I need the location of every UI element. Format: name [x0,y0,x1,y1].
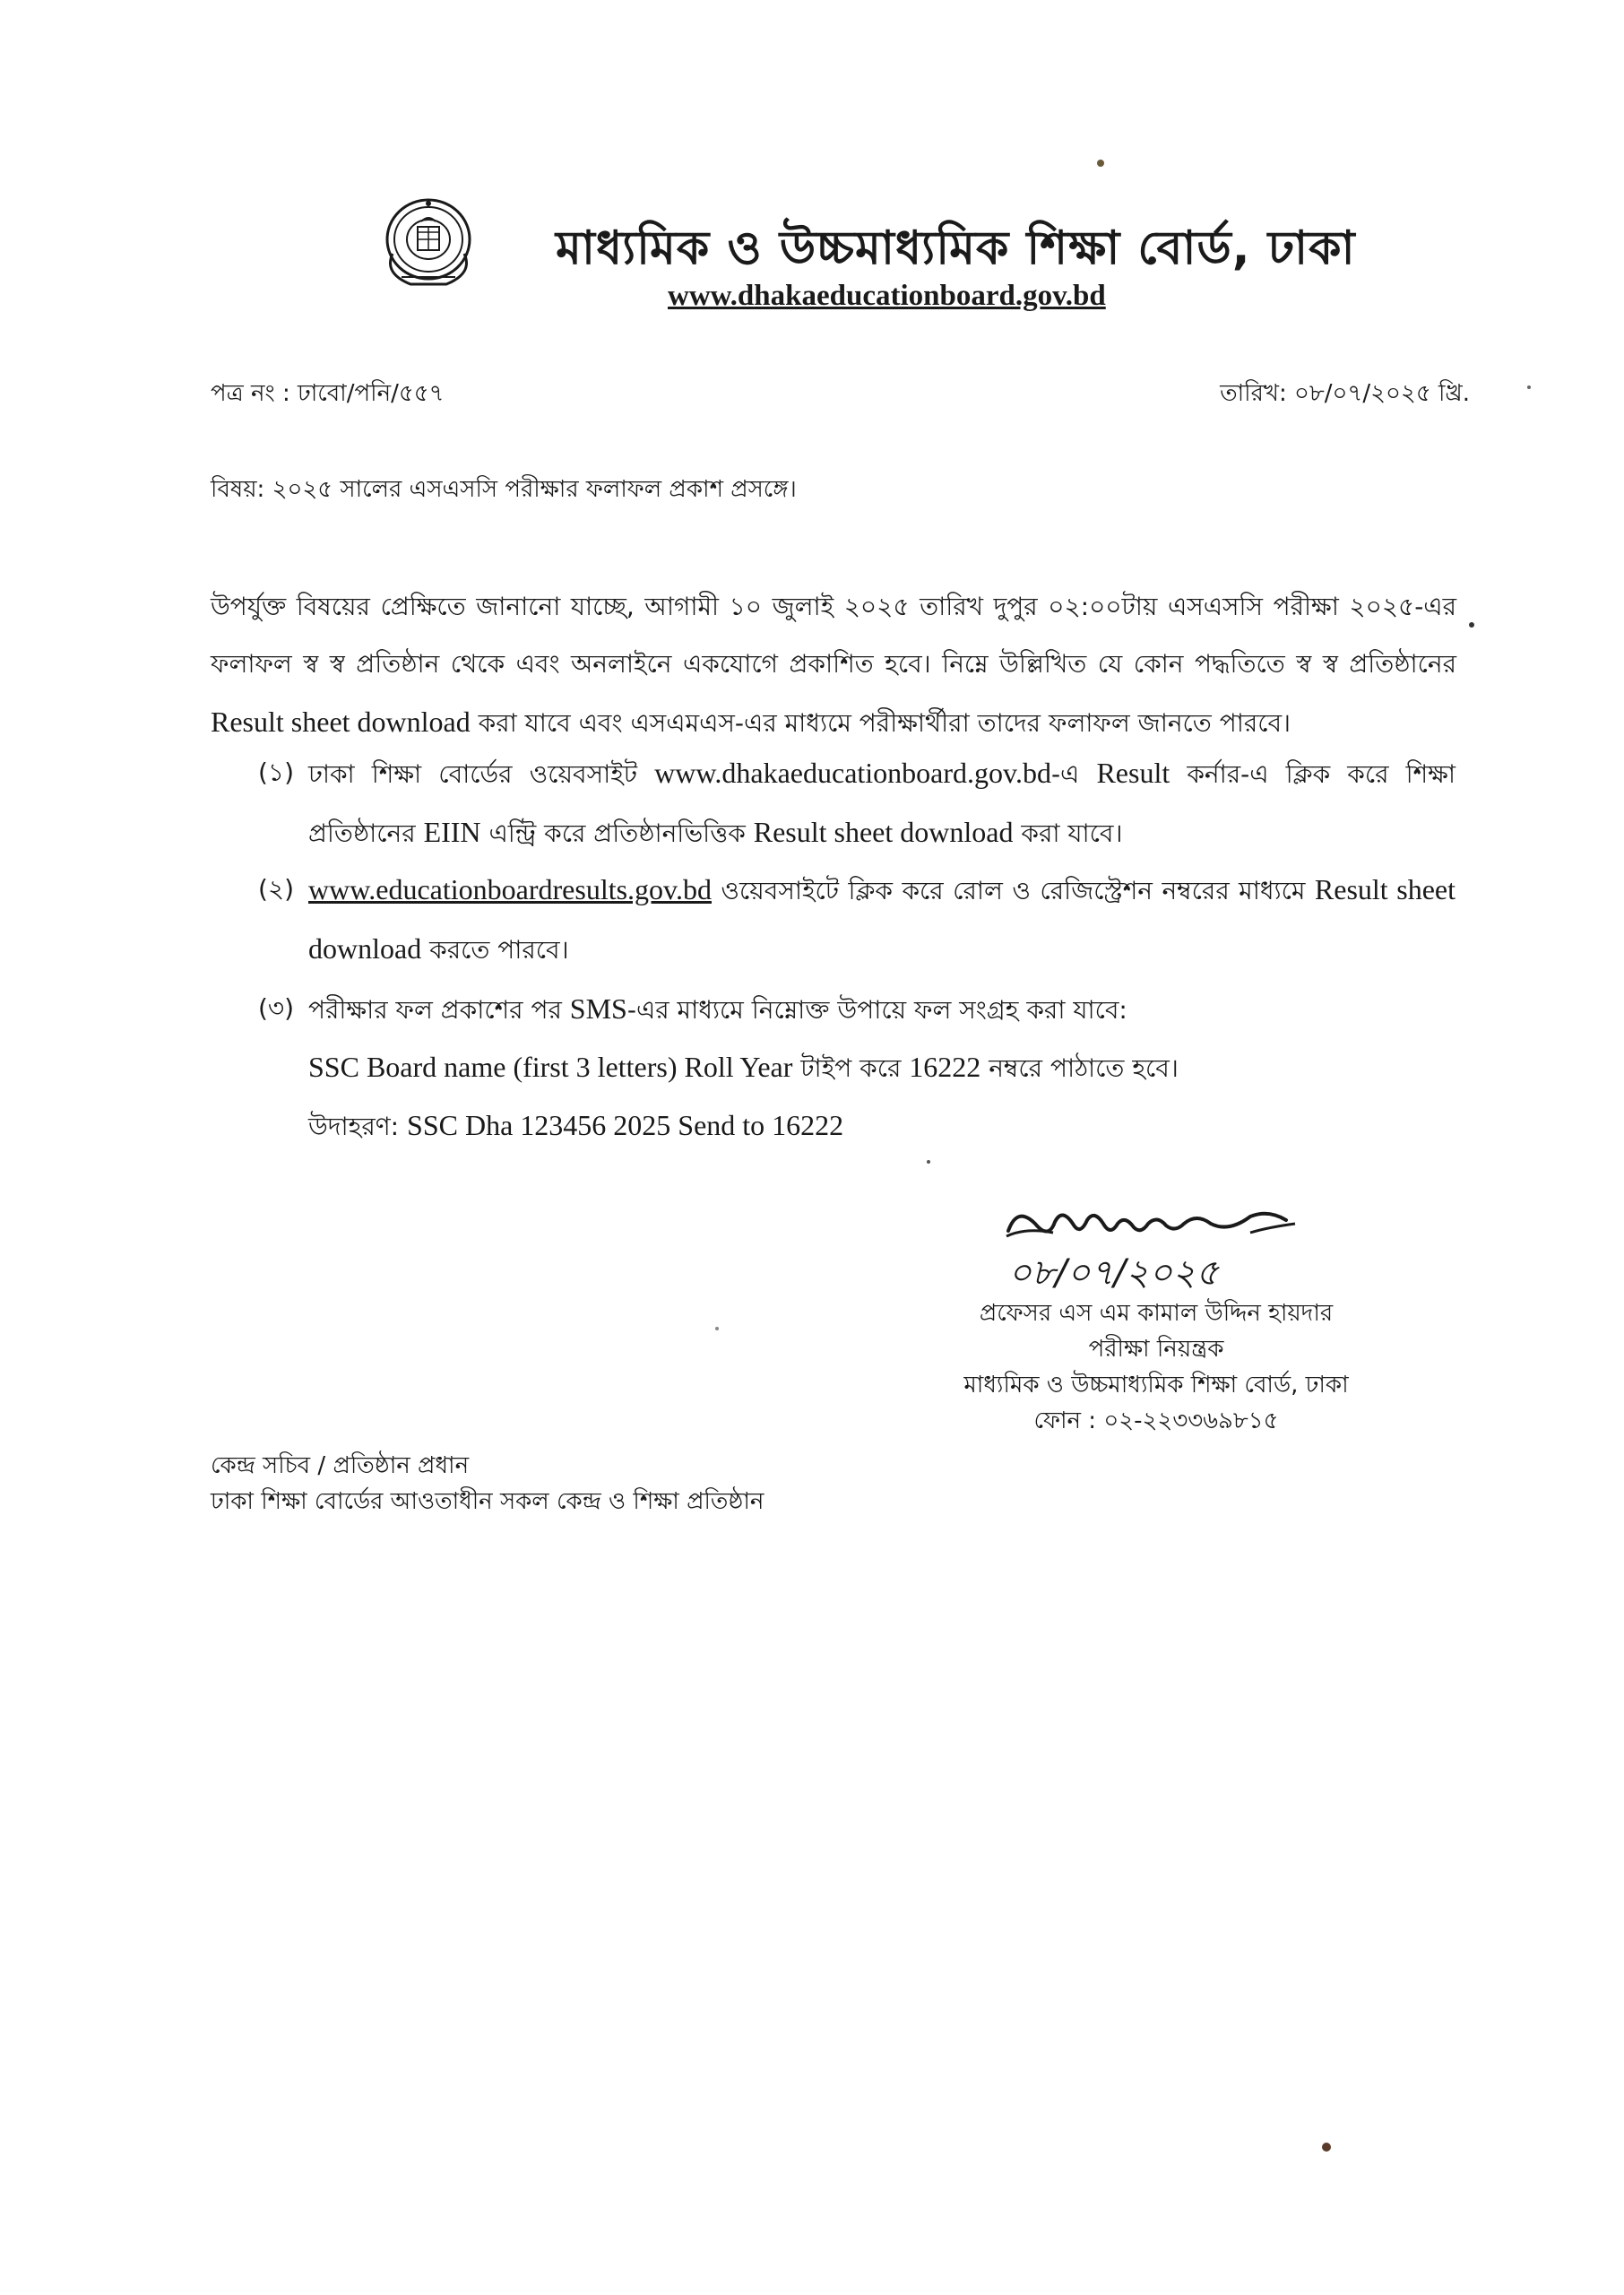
example-text: SSC Dha 123456 2025 Send to 16222 [407,1109,844,1141]
list-item-text [308,744,1456,862]
board-title: মাধ্যমিক ও উচ্চমাধ্যমিক শিক্ষা বোর্ড, ঢাকা [556,221,1356,275]
list-item-number: (১) [258,758,295,787]
list-item-text: পরীক্ষার ফল প্রকাশের পর [308,995,562,1025]
sms-example-line [308,1096,843,1156]
sms-number: 16222 [909,1051,981,1083]
list-item-text: এন্ট্রি করে প্রতিষ্ঠানভিত্তিক [488,818,746,848]
sms-format-text: নম্বরে পাঠাতে হবে। [989,1053,1179,1083]
body-paragraph [211,578,1456,752]
list-item-text-en: SMS [569,992,627,1025]
list-item-number: (২) [258,874,295,904]
signatory-office: মাধ্যমিক ও উচ্চমাধ্যমিক শিক্ষা বোর্ড, ঢাকা [963,1372,1349,1399]
memo-number: পত্র নং : ঢাবো/পনি/৫৫৭ [211,380,445,407]
list-item-text: করতে পারবে। [429,935,569,965]
list-item [258,744,1459,859]
signature-date: ০৮/০৭/২০২৫ [1008,1252,1219,1294]
signatory-designation: পরীক্ষা নিয়ন্ত্রক [1088,1336,1224,1363]
list-item-text: করা যাবে। [1021,818,1123,848]
recipient-line: কেন্দ্র সচিব / প্রতিষ্ঠান প্রধান [211,1452,470,1479]
list-item-text [308,861,1456,979]
list-item-text: কর্নার-এ ক্লিক করে শিক্ষা প্রতিষ্ঠানের [308,759,1456,848]
list-item-text: ঢাকা শিক্ষা বোর্ডের ওয়েবসাইট [308,759,638,789]
list-item-text-en: Result sheet download [753,816,1014,848]
board-seal-icon [375,191,482,291]
results-website-link[interactable]: www.educationboardresults.gov.bd [308,873,712,905]
body-text: করা যাবে এবং এসএমএস-এর মাধ্যমে পরীক্ষার্থীরা তাদের ফলাফল জানতে পারবে। [478,708,1291,738]
sms-format-line [308,1038,1179,1097]
handwritten-signature [999,1197,1322,1300]
recipients-block [211,1448,764,1520]
board-website-link[interactable]: www.dhakaeducationboard.gov.bd [668,280,1106,312]
list-item-number: (৩) [258,993,295,1023]
list-item-text: -এ [1050,759,1080,789]
signatory-phone: ফোন : ০২-২২৩৩৬৯৮১৫ [1033,1407,1279,1434]
example-label: উদাহরণ: [308,1112,400,1141]
sms-format-text: SSC Board name (first 3 letters) Roll Year [308,1051,793,1083]
list-item-text: -এর মাধ্যমে নিম্নোক্ত উপায়ে ফল সংগ্রহ করা যাবে: [626,995,1127,1025]
list-item [258,980,1459,1037]
board-website-link[interactable]: www.dhakaeducationboard.gov.bd [654,757,1051,789]
sms-format-text: টাইপ করে [800,1053,902,1083]
list-item-text-en: Result sheet download [308,873,1456,965]
memo-date: তারিখ: ০৮/০৭/২০২৫ খ্রি. [1220,380,1470,407]
list-item [258,861,1459,975]
list-item-text-en: Result [1096,757,1170,789]
recipient-line: ঢাকা শিক্ষা বোর্ডের আওতাধীন সকল কেন্দ্র ও শিক্ষা প্রতিষ্ঠান [211,1488,764,1515]
list-item-text [308,980,1456,1039]
body-text-en: Result sheet download [211,706,471,738]
body-text: উপর্যুক্ত বিষয়ের প্রেক্ষিতে জানানো যাচ্ছে, আগামী ১০ জুলাই ২০২৫ তারিখ দুপুর ০২:০০টায় এসএসসি পরীক্ষা ২০২৫-এর ফলাফল স্ব স্ব প্রতিষ্ঠান থেকে এবং অনলাইনে একযোগে প্রকাশিত হবে। নিম্নে উল্লিখিত যে কোন পদ্ধতিতে স্ব স্ব প্রতিষ্ঠানের [211,592,1456,679]
signatory-name: প্রফেসর এস এম কামাল উদ্দিন হায়দার [979,1300,1334,1327]
list-item-text-en: EIIN [423,816,481,848]
signatory-block [923,1295,1389,1439]
list-item-text: ওয়েবসাইটে ক্লিক করে রোল ও রেজিস্ট্রেশন নম্বরের মাধ্যমে [721,876,1306,905]
subject-line: বিষয়: ২০২৫ সালের এসএসসি পরীক্ষার ফলাফল প্রকাশ প্রসঙ্গে। [211,476,797,503]
